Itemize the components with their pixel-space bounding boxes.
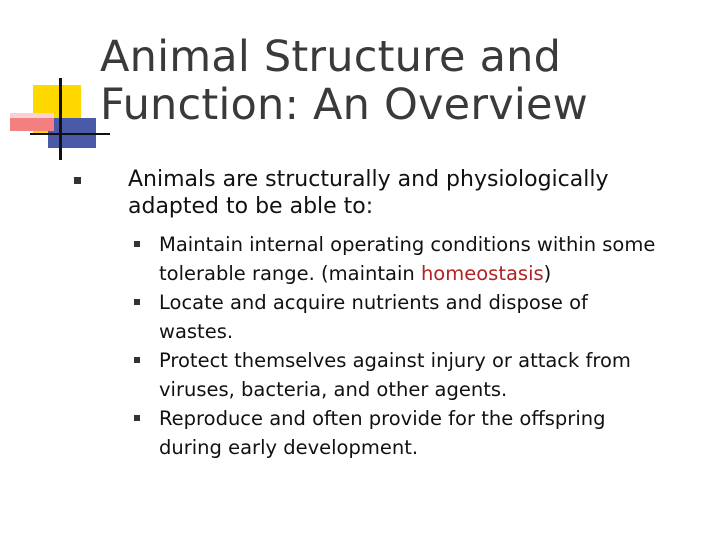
sub-bullet-item — [156, 405, 716, 462]
sub-bullet-item — [156, 231, 716, 288]
main-bullet-line-2: adapted to be able to: — [128, 194, 374, 219]
sub-bullet-list — [156, 231, 716, 463]
sub-bullet-line-1: Reproduce and often provide for the offspring — [159, 407, 606, 430]
title-line-2: Function: An Overview — [100, 80, 589, 130]
horizontal-rule — [30, 133, 110, 135]
pink-highlight — [10, 113, 54, 118]
square-bullet-icon — [134, 357, 140, 363]
sub-bullet-text: tolerable range. (maintain — [159, 261, 421, 285]
main-bullet-row — [70, 166, 690, 220]
slide-title — [100, 33, 700, 129]
sub-bullet-text-end: ) — [543, 261, 552, 285]
sub-bullet-item — [156, 347, 716, 404]
homeostasis-term: homeostasis — [420, 261, 544, 285]
sub-bullet-line-2: during early development. — [159, 435, 419, 459]
main-bullet-line-1: Animals are structurally and physiologically — [128, 167, 609, 192]
sub-bullet-line-1: Maintain internal operating conditions within some — [159, 233, 656, 256]
decorative-corner-graphic — [0, 0, 110, 170]
square-bullet-icon — [74, 177, 81, 184]
vertical-rule — [59, 78, 62, 160]
title-line-1: Animal Structure and — [100, 32, 562, 82]
sub-bullet-line-1: Protect themselves against injury or attack from — [159, 349, 631, 372]
sub-bullet-item — [156, 289, 716, 346]
main-bullet — [70, 166, 690, 220]
sub-bullet-line-2: viruses, bacteria, and other agents. — [159, 377, 508, 401]
square-bullet-icon — [134, 299, 140, 305]
sub-bullet-line-1: Locate and acquire nutrients and dispose of — [159, 291, 588, 314]
square-bullet-icon — [134, 415, 140, 421]
sub-bullet-line-2 — [159, 260, 716, 289]
square-bullet-icon — [134, 241, 140, 247]
sub-bullet-line-2: wastes. — [159, 319, 234, 343]
